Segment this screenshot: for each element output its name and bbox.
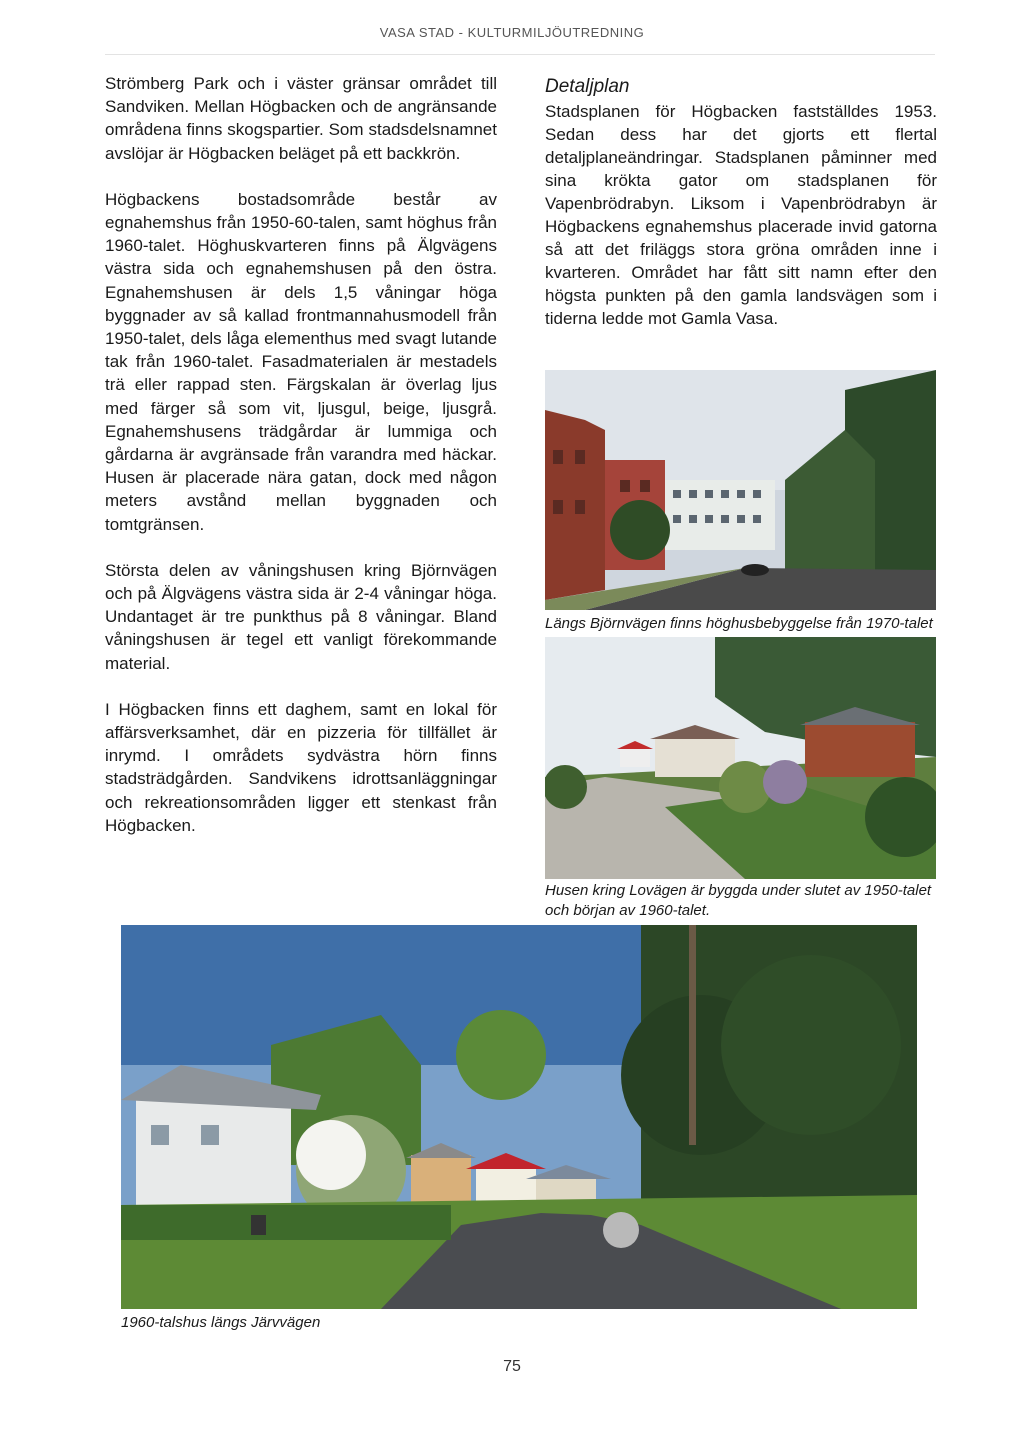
photo-jarvvagen-houses [121,925,917,1309]
body-paragraph: Största delen av våningshusen kring Björnvägen och på Älgvägens västra sida är 2-4 våningar höga. Undantaget är tre punkthus på 8 våningar. Bland våningshusen är tegel ett vanligt förekommande material. [105,560,497,673]
right-column [545,75,937,330]
left-column [105,72,497,860]
page-number: 75 [503,1358,521,1375]
photo-caption: Husen kring Lovägen är byggda under slutet av 1950-talet och början av 1960-talet. [545,882,932,919]
photo-caption: Längs Björnvägen finns höghusbebyggelse från 1970-talet [545,615,933,632]
body-paragraph: I Högbacken finns ett daghem, samt en lokal för affärsverksamhet, där en pizzeria för tillfället är inrymd. I områdets sydvästra hörn finns stadsträdgården. Sandvikens idrottsanläggningar och rekreationsområden ligger ett stenkast från Högbacken. [105,699,497,835]
body-paragraph: Stadsplanen för Högbacken fastställdes 1953. Sedan dess har det gjorts ett flertal detaljplaneändringar. Stadsplanen påminner med sina krökta gator om stadsplanen för Vapenbrödrabyn. Liksom i Vapenbrödrabyn är Högbackens egnahemshus placerade invid gatorna så att det friläggs stora gröna områden inne i kvarteren. Området har fått sitt namn efter den högsta punkten på den gamla landsvägen som i tiderna ledde mot Gamla Vasa. [545,102,937,328]
photo-caption: 1960-talshus längs Järvvägen [121,1314,321,1331]
running-header: VASA STAD - KULTURMILJÖUTREDNING [379,25,645,40]
body-paragraph: Strömberg Park och i väster gränsar området till Sandviken. Mellan Högbacken och de angränsande områdena finns skogspartier. Som stadsdelsnamnet avslöjar är Högbacken beläget på ett backkrön. [105,74,497,163]
photo-lovagen-houses [545,637,936,879]
photo-bjornvagen-apartments [545,370,936,610]
header-rule [105,54,935,55]
section-heading: Detaljplan [545,76,630,97]
body-paragraph: Högbackens bostadsområde består av egnahemshus från 1950-60-talen, samt höghus från 1960-talet. Höghuskvarteren finns på Älgvägens västra sida och egnahemshusen på den östra. Egnahemshusen är dels 1,5 våningar höga byggnader av så kallad frontmannahusmodell från 1950-talet, dels låga elementhus med svagt lutande tak från 1960-talet. Fasadmaterialen är mestadels trä eller rappad sten. Färgskalan är överlag ljus med färger så som vit, ljusgul, beige, ljusgrå. Egnahemshusens trädgårdar är lummiga och gårdarna är avgränsade från varandra med häckar. Husen är placerade nära gatan, dock med någon meters avstånd mellan byggnaden och tomtgränsen. [105,189,497,534]
